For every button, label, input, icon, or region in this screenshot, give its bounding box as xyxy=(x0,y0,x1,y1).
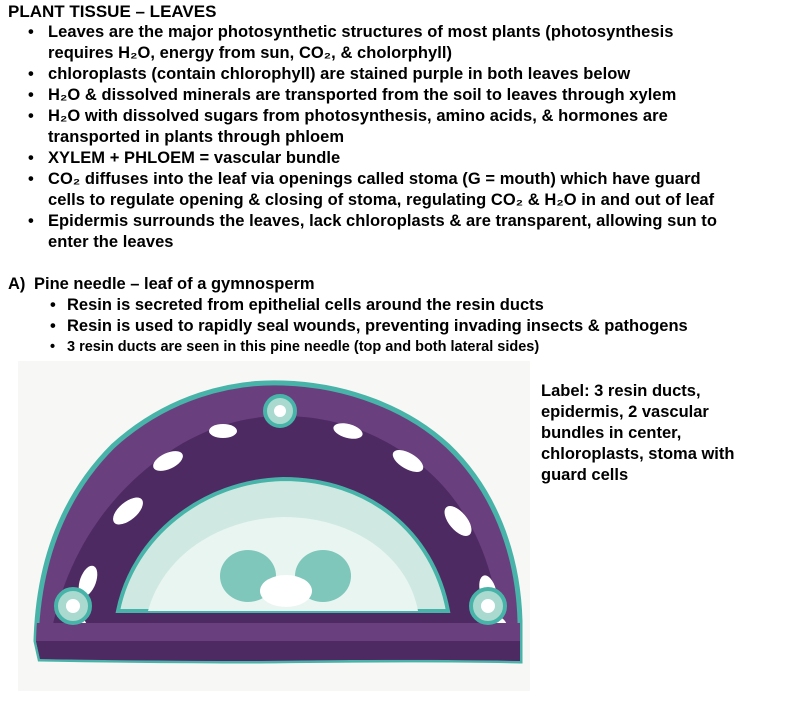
label-instructions xyxy=(541,381,781,486)
bullet-vascular-bundle xyxy=(0,148,800,169)
bullet-photosynthesis xyxy=(0,22,800,64)
bullet-dot: • xyxy=(28,107,34,125)
bullet-line: chloroplasts (contain chlorophyll) are stained purple in both leaves below xyxy=(48,65,631,83)
section-letter: A) xyxy=(8,275,26,293)
pine-needle-micrograph xyxy=(18,361,530,691)
section-heading-text: Pine needle – leaf of a gymnosperm xyxy=(34,275,315,293)
bullet-dot: • xyxy=(28,149,34,167)
section-a-bullets xyxy=(0,295,800,358)
bullet-dot: • xyxy=(50,317,56,335)
bullet-xylem xyxy=(0,85,800,106)
bullet-line: Resin is used to rapidly seal wounds, preventing invading insects & pathogens xyxy=(67,317,688,335)
bullet-dot: • xyxy=(28,86,34,104)
sub-bullet-resin-seal xyxy=(0,316,800,337)
bullet-dot: • xyxy=(50,296,56,314)
section-a-heading xyxy=(8,274,315,295)
bullet-line: enter the leaves xyxy=(48,233,174,251)
bullet-dot: • xyxy=(50,339,56,355)
bullet-line: transported in plants through phloem xyxy=(48,128,345,146)
bullet-line: H₂O with dissolved sugars from photosynthesis, amino acids, & hormones are xyxy=(48,107,668,125)
bullet-line: requires H₂O, energy from sun, CO₂, & cholorphyll) xyxy=(48,44,453,62)
micrograph-svg xyxy=(18,361,530,691)
bullet-line: Resin is secreted from epithelial cells around the resin ducts xyxy=(67,296,544,314)
bullet-dot: • xyxy=(28,170,34,188)
main-bullet-list xyxy=(0,22,800,253)
label-line: chloroplasts, stoma with xyxy=(541,445,735,463)
label-line: epidermis, 2 vascular xyxy=(541,403,709,421)
bullet-line: cells to regulate opening & closing of stoma, regulating CO₂ & H₂O in and out of leaf xyxy=(48,191,715,209)
bullet-stoma xyxy=(0,169,800,211)
bullet-line: 3 resin ducts are seen in this pine needle (top and both lateral sides) xyxy=(67,339,540,355)
bullet-line: CO₂ diffuses into the leaf via openings called stoma (G = mouth) which have guard xyxy=(48,170,701,188)
bullet-line: Leaves are the major photosynthetic structures of most plants (photosynthesis xyxy=(48,23,674,41)
bullet-line: Epidermis surrounds the leaves, lack chloroplasts & are transparent, allowing sun to xyxy=(48,212,717,230)
page-title: PLANT TISSUE – LEAVES xyxy=(8,2,217,21)
bullet-dot: • xyxy=(28,65,34,83)
bullet-epidermis xyxy=(0,211,800,253)
sub-bullet-resin-ducts xyxy=(0,337,800,358)
label-line: bundles in center, xyxy=(541,424,682,442)
bullet-dot: • xyxy=(28,23,34,41)
bullet-chloroplasts xyxy=(0,64,800,85)
bullet-line: XYLEM + PHLOEM = vascular bundle xyxy=(48,149,341,167)
bullet-line: H₂O & dissolved minerals are transported from the soil to leaves through xylem xyxy=(48,86,677,104)
label-line: Label: 3 resin ducts, xyxy=(541,382,701,400)
label-line: guard cells xyxy=(541,466,629,484)
sub-bullet-resin-secreted xyxy=(0,295,800,316)
bullet-dot: • xyxy=(28,212,34,230)
bullet-phloem xyxy=(0,106,800,148)
